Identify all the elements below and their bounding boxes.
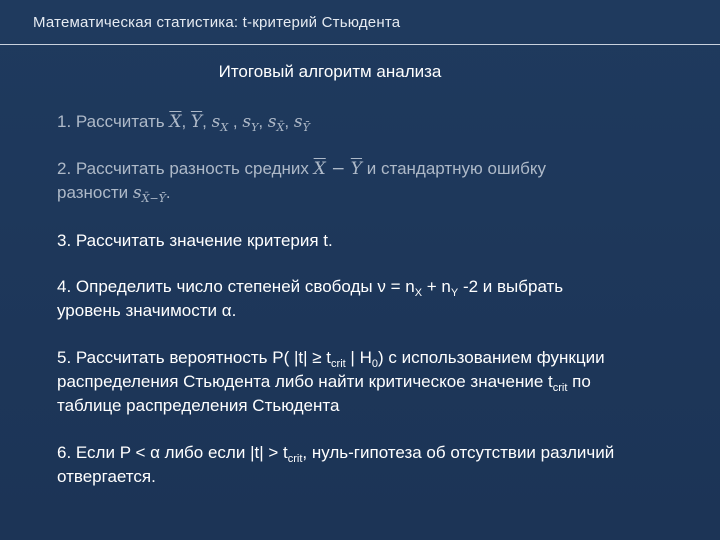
step-1 [57, 110, 617, 134]
s-y-subscript: Y [251, 121, 259, 134]
step-6-text: 6. Если P < α либо если |t| > t [57, 443, 288, 462]
step-1-sep: , [228, 112, 243, 131]
y-bar-symbol: $\overline{Y}$ [190, 112, 203, 132]
s-ybar-subscript: Ȳ [302, 121, 310, 134]
slide-subtitle: Итоговый алгоритм анализа [218, 62, 442, 81]
slide-header-title: Математическая статистика: t-критерий Стьюдента [33, 14, 401, 31]
step-1-sep: , [181, 112, 191, 131]
step-5 [57, 346, 617, 418]
step-4 [57, 275, 617, 323]
s-diff-subscript: X̄−Ȳ [141, 192, 166, 205]
step-5-text: | H [345, 348, 372, 367]
step-2-line2: разности [57, 183, 133, 202]
s-xbar-subscript: X̄ [276, 121, 285, 134]
s-y-symbol: s [242, 112, 252, 132]
s-xbar-symbol: s [267, 112, 277, 132]
t-crit-subscript: crit [331, 358, 346, 370]
x-bar-symbol: $\overline{X}$ [169, 112, 182, 132]
t-crit-subscript: crit [552, 382, 568, 394]
step-4-text: -2 и выбрать уровень значимости α. [57, 277, 564, 320]
header-divider [0, 44, 720, 45]
step-5-text: 5. Рассчитать вероятность P( |t| ≥ t [57, 348, 332, 367]
x-bar-symbol: $\overline{X}$ [313, 159, 326, 179]
step-5-text: по таблице распределения Стьюдента [57, 372, 591, 415]
s-x-subscript: X [220, 121, 229, 134]
step-6 [57, 441, 617, 489]
step-5-text: ) с использованием функции распределения Стьюдента либо найти критическое значение t [57, 348, 605, 391]
step-1-sep: , [258, 112, 268, 131]
step-2-text: 2. Рассчитать разность средних [57, 159, 314, 178]
minus-sign: − [325, 159, 351, 179]
step-2 [57, 157, 617, 205]
step-2-end: . [165, 183, 171, 202]
s-ybar-symbol: s [293, 112, 303, 132]
step-1-sep: , [284, 112, 294, 131]
step-6-text: , нуль-гипотеза об отсутствии различий отвергается. [57, 443, 615, 486]
step-4-text: 4. Определить число степеней свободы ν = n [57, 277, 415, 296]
step-3: 3. Рассчитать значение критерия t. [57, 231, 333, 250]
step-2-text-cont: и стандартную ошибку [362, 159, 546, 178]
slide-header [0, 0, 720, 46]
step-4-text: + n [422, 277, 451, 296]
h0-subscript: 0 [371, 358, 378, 370]
n-y-subscript: Y [450, 287, 459, 299]
t-crit-subscript: crit [287, 453, 303, 465]
n-x-subscript: X [414, 287, 423, 299]
s-diff-symbol: s [132, 183, 142, 203]
step-1-sep: , [202, 112, 212, 131]
step-1-text: 1. Рассчитать [57, 112, 170, 131]
y-bar-symbol: $\overline{Y}$ [350, 159, 363, 179]
s-x-symbol: s [211, 112, 221, 132]
